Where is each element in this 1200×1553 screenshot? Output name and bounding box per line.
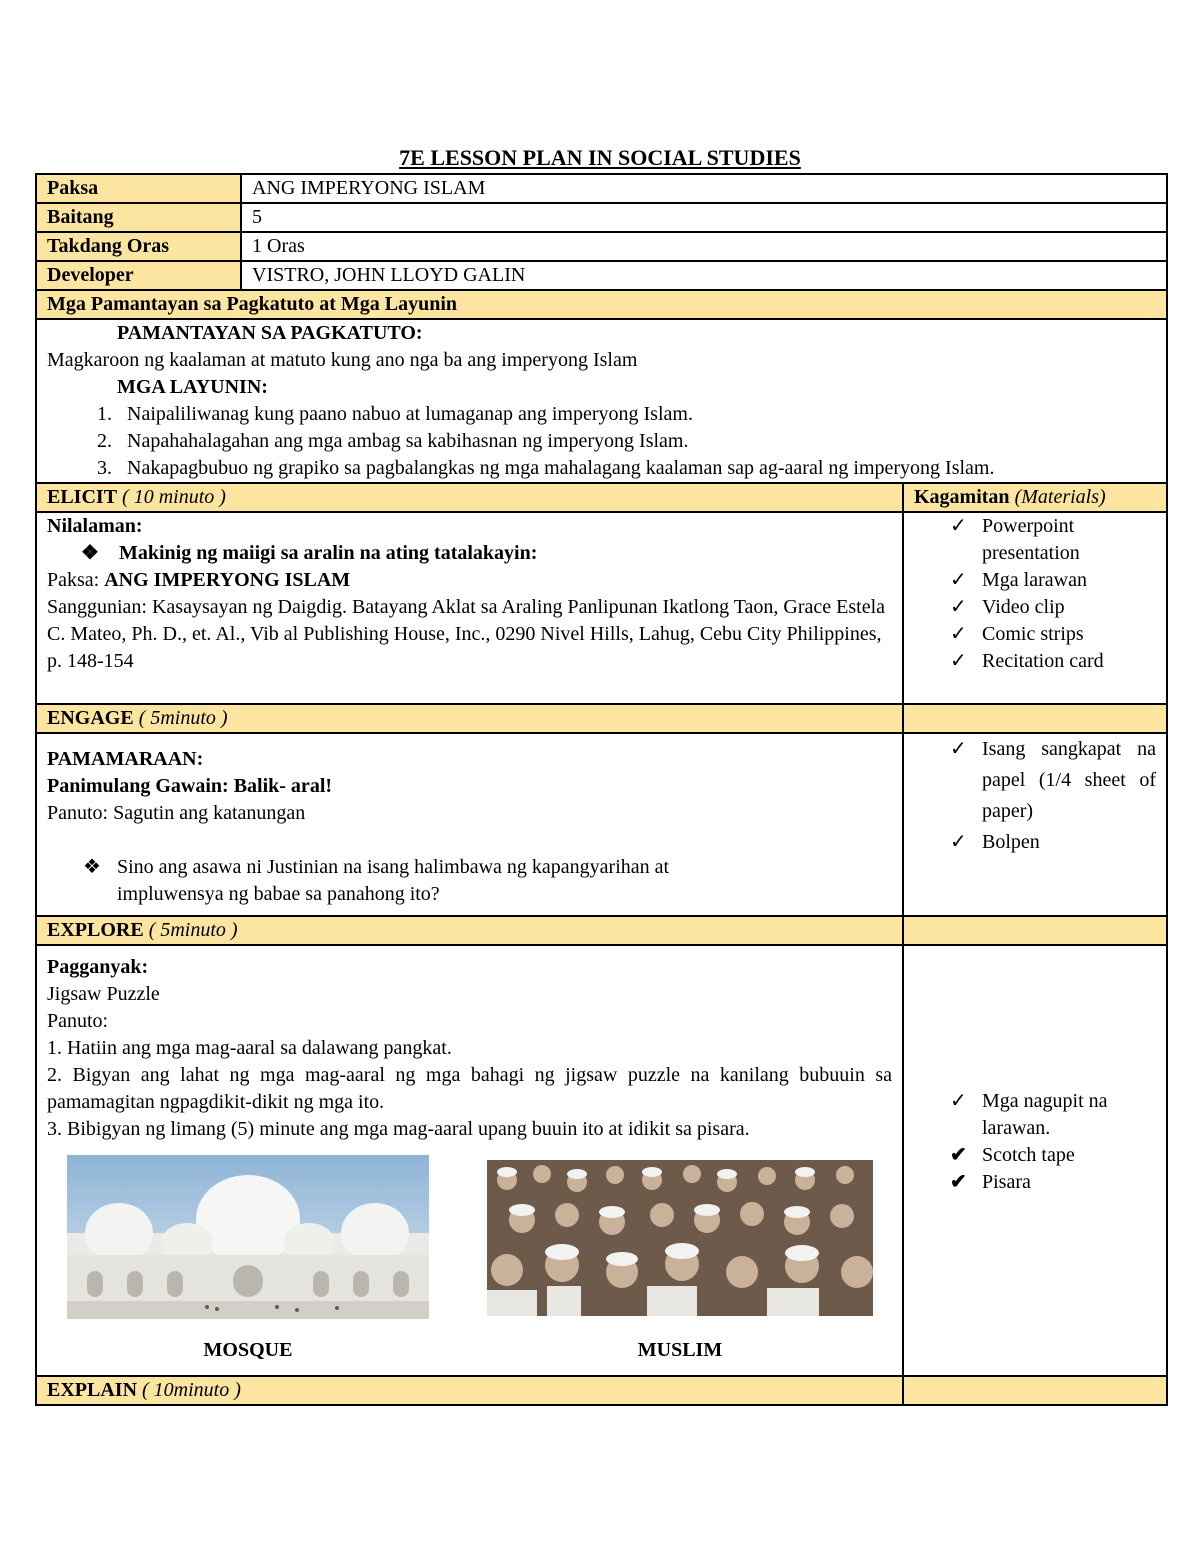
explain-header [36,1376,903,1405]
checkmark-icon: ✔ [950,1144,967,1166]
standards-header: Mga Pamantayan sa Pagkatuto at Mga Layunin [36,290,1167,319]
images-area [47,1143,892,1375]
mosque-caption: MOSQUE [203,1339,293,1361]
paksa-value: ANG IMPERYONG ISLAM [104,569,351,591]
checkmark-icon: ✓ [950,515,967,537]
muslim-caption: MUSLIM [637,1339,723,1361]
checkmark-icon: ✔ [950,1171,967,1193]
material-item: ✔ Scotch tape [914,1142,1156,1169]
section-time: ( 5minuto ) [138,707,228,729]
engage-panuto: Panuto: Sagutin ang katanungan [47,802,306,824]
explore-step: 2. Bigyan ang lahat ng mga mag-aaral ng mga bahagi ng jigsaw puzzle na kanilang bubuuin sa pamamagitan ngpagdikit-dikit ng mga ito. [47,1064,892,1113]
layunin-item: 1. Naipaliliwanag kung paano nabuo at lumaganap ang imperyong Islam. [117,401,1156,428]
elicit-content [36,512,903,704]
engage-content [36,733,903,916]
elicit-header [36,483,903,512]
diamond-bullet-icon: ❖ [81,542,99,564]
checkmark-icon: ✓ [950,1090,967,1112]
explore-panuto: Panuto: [47,1010,109,1032]
material-item: ✓ Mga larawan [914,567,1156,594]
material-item: ✓ Isang sangkapat na papel (1/4 sheet of paper) [914,734,1156,827]
checkmark-icon: ✓ [950,831,967,853]
layunin-list [47,401,1156,482]
elicit-bullet: Makinig ng maiigi sa aralin na ating tatalakayin: [119,542,538,564]
mosque-image [67,1155,429,1319]
diamond-bullet-icon: ❖ [83,856,101,878]
layunin-heading: MGA LAYUNIN: [117,376,268,398]
nilalaman-label: Nilalaman: [47,515,143,537]
info-label: Takdang Oras [36,232,241,261]
elicit-materials [903,512,1167,704]
section-title: ENGAGE [47,707,134,729]
checkmark-icon: ✓ [950,569,967,591]
material-item: ✓ Recitation card [914,648,1156,675]
materials-header-italic: (Materials) [1014,486,1106,508]
info-label: Baitang [36,203,241,232]
explore-materials [903,945,1167,1376]
lesson-plan-table [35,173,1168,1406]
sanggunian-text: Sanggunian: Kasaysayan ng Daigdig. Batayang Aklat sa Araling Panlipunan Ikatlong Taon, Grace Estela C. Mateo, Ph. D., et. Al., Vib al Publishing House, Inc., 0290 Nivel Hills, Lahug, Cebu City Philippines, p. 148-154 [47,596,886,672]
pamantayan-text: Magkaroon ng kaalaman at matuto kung ano nga ba ang imperyong Islam [47,349,638,371]
section-time: ( 10 minuto ) [122,486,226,508]
info-label: Paksa [36,174,241,203]
info-value: 1 Oras [241,232,1167,261]
material-item: ✓ Comic strips [914,621,1156,648]
material-item: ✓ Video clip [914,594,1156,621]
material-item: ✓ Powerpoint presentation [950,515,1080,564]
muslim-crowd-image [487,1160,873,1316]
material-item: ✓ Bolpen [914,827,1156,858]
info-value: VISTRO, JOHN LLOYD GALIN [241,261,1167,290]
section-title: ELICIT [47,486,118,508]
explore-step: 1. Hatiin ang mga mag-aaral sa dalawang pangkat. [47,1037,452,1059]
explore-content [36,945,903,1376]
info-label: Developer [36,261,241,290]
materials-header-label: Kagamitan [914,486,1010,508]
explore-step: 3. Bibigyan ng limang (5) minute ang mga mag-aaral upang buuin ito at idikit sa pisara. [47,1118,750,1140]
pamamaraan-label: PAMAMARAAN: [47,748,204,770]
material-item: ✔ Pisara [914,1169,1156,1196]
engage-header [36,704,903,733]
section-title: EXPLORE [47,919,144,941]
info-row-paksa [36,174,1167,203]
pamantayan-heading: PAMANTAYAN SA PAGKATUTO: [117,322,423,344]
materials-header [903,483,1167,512]
engage-question: Sino ang asawa ni Justinian na isang halimbawa ng kapangyarihan at impluwensya ng babae sa panahong ito? [117,856,670,905]
engage-materials [903,733,1167,916]
info-row-baitang [36,203,1167,232]
checkmark-icon: ✓ [950,623,967,645]
material-item: ✓ Mga nagupit na larawan. [950,1090,1108,1139]
explore-header [36,916,903,945]
pagganyak-label: Pagganyak: [47,956,149,978]
checkmark-icon: ✓ [950,738,967,760]
info-value: 5 [241,203,1167,232]
layunin-item: 2. Napahahalagahan ang mga ambag sa kabihasnan ng imperyong Islam. [117,428,1156,455]
info-row-developer [36,261,1167,290]
checkmark-icon: ✓ [950,650,967,672]
page-title: 7E LESSON PLAN IN SOCIAL STUDIES [399,145,801,170]
paksa-label: Paksa: [47,569,105,591]
gawain-label: Panimulang Gawain: Balik- aral! [47,775,333,797]
section-time: ( 5minuto ) [148,919,238,941]
explore-activity: Jigsaw Puzzle [47,983,160,1005]
standards-cell [36,319,1167,483]
info-value: ANG IMPERYONG ISLAM [241,174,1167,203]
checkmark-icon: ✓ [950,596,967,618]
layunin-item: 3. Nakapagbubuo ng grapiko sa pagbalangkas ng mga mahalagang kaalaman sap ag-aaral ng imperyong Islam. [117,455,1156,482]
section-title: EXPLAIN [47,1379,138,1401]
section-time: ( 10minuto ) [142,1379,241,1401]
info-row-takdang-oras [36,232,1167,261]
